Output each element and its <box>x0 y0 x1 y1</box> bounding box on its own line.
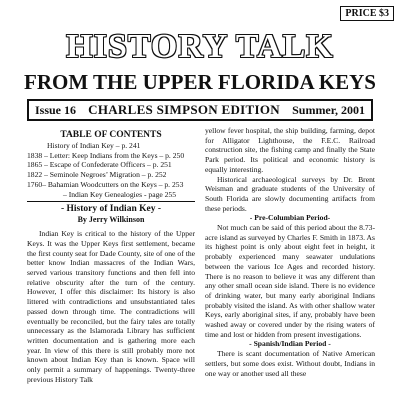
article-byline: By Jerry Wilkinson <box>77 215 145 225</box>
newsletter-subtitle: FROM THE UPPER FLORIDA KEYS <box>24 70 376 94</box>
price-label: PRICE $3 <box>340 6 394 21</box>
toc-title: TABLE OF CONTENTS <box>60 130 162 140</box>
article-paragraph: Not much can be said of this period about the 8.73-acre island as surveyed by Charles F. Smith in 1873. As its highest point is only about eight feet in height, it probably experienced many seawater undulations between the various Ice Ages and recorded history. There is no reason to believe it was any different than any other small ocean side island. There is no evidence of drinking water, but many early aboriginal Indians probably visited the island. As with other shallow water Keys, early aboriginal sites, if any, probably have been washed away or covered under by the rising waters of time and lost or hidden from present investigations. <box>205 223 375 339</box>
toc-entry: 1822 – Seminole Negroes’ Migration – p. 252 <box>27 170 167 180</box>
divider <box>27 201 195 202</box>
section-subheading: - Pre-Columbian Period- <box>249 213 331 223</box>
edition-name: CHARLES SIMPSON EDITION <box>88 102 280 117</box>
article-paragraph: There is scant documentation of Native American settlers, but some does exist. Without doubt, Indians in one way or another used all these <box>205 349 375 378</box>
toc-entry: History of Indian Key – p. 241 <box>47 141 141 150</box>
article-paragraph: Indian Key is critical to the history of the Upper Keys. It was the Upper Keys first settlement, became the first county seat for Dade County, site of one of the better know Indian massacres of the Indian Wars, served various transitory functions and then fell into relative obscurity after the turn of the century. However, I offer this disclaimer: Its history is also littered with contradictions and unsubstantiated tales passed down through time. The contradictions will eventually be reconciled, but the fairy tales are totally unnecessary as the Islamorada Library has sufficient written documentation and is gathering more each year. In view of this there is still probably more not known about Indian Key than is known. Space will only permit a summary of happenings. Twenty-three previous History Talk <box>27 229 195 384</box>
toc-entry: 1838 – Letter: Keep Indians from the Keys – p. 250 <box>27 150 185 160</box>
toc-entry: 1865 – Escape of Confederate Officers – p. 251 <box>27 160 172 170</box>
issue-season: Summer, 2001 <box>292 102 365 117</box>
masthead <box>0 28 400 94</box>
issue-number: Issue 16 <box>35 102 77 117</box>
article-paragraph: Historical archaeological surveys by Dr. Brent Weisman and graduate students of the University of South Florida are slowly documenting artifacts from these periods. <box>205 174 375 213</box>
left-column <box>27 126 195 384</box>
issue-bar <box>27 99 373 121</box>
toc-entry: – Indian Key Genealogies - page 255 <box>63 189 177 199</box>
toc-entry: 1760– Bahamian Woodcutters on the Keys – p. 253 <box>27 179 184 189</box>
article-heading: - History of Indian Key - <box>60 204 161 215</box>
newsletter-title: HISTORY TALK <box>66 28 334 65</box>
section-subheading: - Spanish/Indian Period - <box>249 339 331 349</box>
right-column <box>205 126 375 378</box>
article-paragraph: yellow fever hospital, the ship building, farming, depot for Alligator Lighthouse, the F.E.C. Railroad construction site, the fishing camp and finally the State Park period. Its political and economic history is equally interesting. <box>205 126 375 174</box>
